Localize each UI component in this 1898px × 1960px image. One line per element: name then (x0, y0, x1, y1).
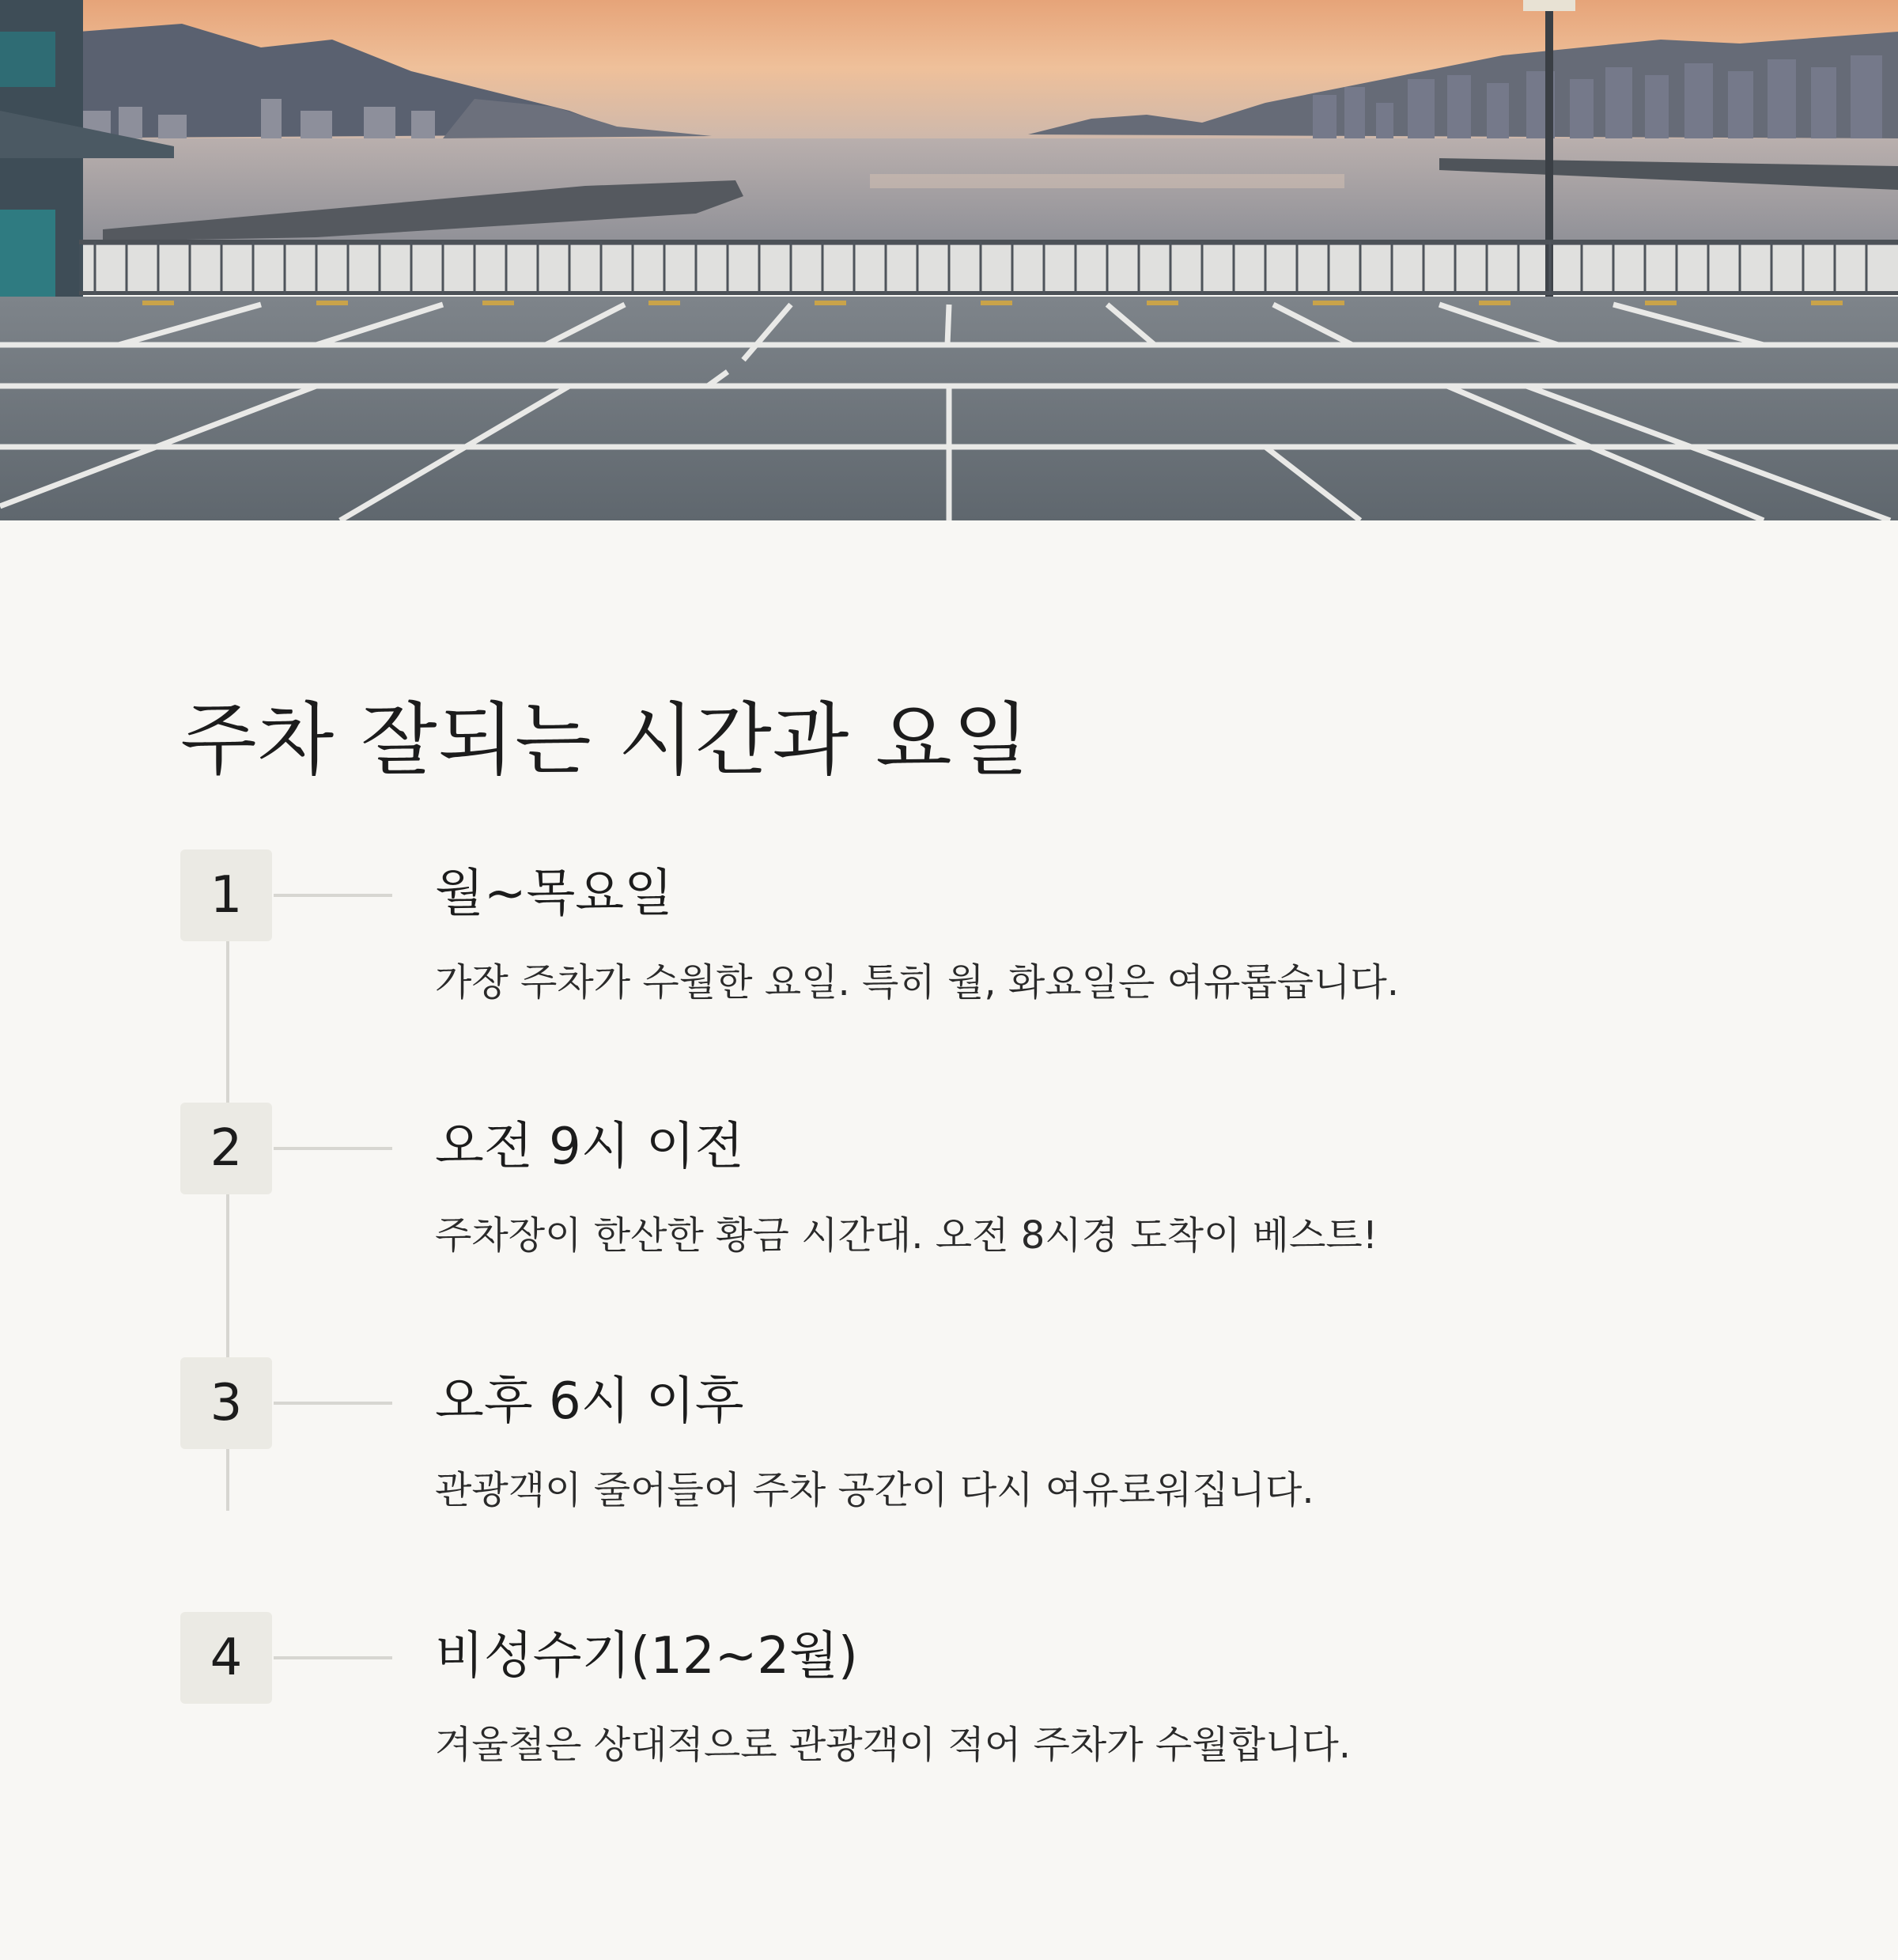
step-number-badge: 4 (180, 1612, 272, 1704)
step-connector (274, 1656, 392, 1659)
harbor-parking-photo (0, 0, 1898, 520)
step-title: 오전 9시 이전 (435, 1118, 744, 1176)
step-number-badge: 2 (180, 1103, 272, 1194)
step-title: 비성수기(12~2월) (435, 1627, 858, 1686)
step-connector (274, 1147, 392, 1150)
step-title: 오후 6시 이후 (435, 1372, 744, 1431)
hero-image (0, 0, 1898, 520)
step-number-badge: 1 (180, 849, 272, 941)
step-connector (274, 894, 392, 897)
step-description: 주차장이 한산한 황금 시간대. 오전 8시경 도착이 베스트! (435, 1213, 1378, 1258)
parking-tips-section (0, 520, 1898, 1960)
section-title: 주차 잘되는 시간과 요일 (180, 694, 1030, 786)
step-connector (274, 1402, 392, 1405)
step-number-badge: 3 (180, 1357, 272, 1449)
step-description: 관광객이 줄어들어 주차 공간이 다시 여유로워집니다. (435, 1468, 1314, 1512)
step-title: 월~목요일 (435, 865, 673, 923)
step-description: 겨울철은 상대적으로 관광객이 적어 주차가 수월합니다. (435, 1723, 1352, 1767)
step-description: 가장 주차가 수월한 요일. 특히 월, 화요일은 여유롭습니다. (435, 960, 1400, 1005)
